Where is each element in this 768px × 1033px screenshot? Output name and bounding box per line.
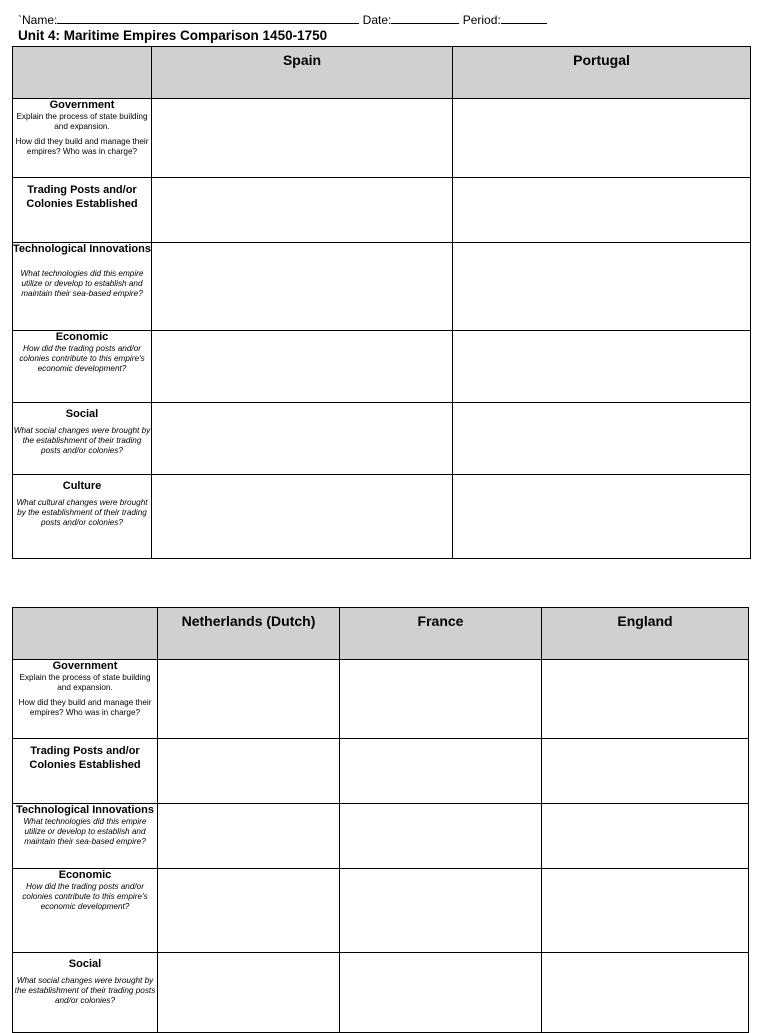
row-header-technological <box>13 804 158 869</box>
table-row <box>13 804 749 869</box>
cell-portugal-economic[interactable] <box>453 331 751 403</box>
row-header-economic <box>13 331 152 403</box>
cell-england-technological[interactable] <box>542 804 749 869</box>
cell-portugal-government[interactable] <box>453 99 751 178</box>
row-title: Trading Posts and/or Colonies Established <box>26 184 138 210</box>
table-header-row <box>13 608 749 660</box>
column-header-england: England <box>542 608 749 660</box>
name-label: `Name: <box>18 13 58 27</box>
name-blank[interactable] <box>57 11 359 24</box>
table-row <box>13 331 751 403</box>
cell-england-social[interactable] <box>542 953 749 1033</box>
cell-spain-trading-posts[interactable] <box>152 178 453 243</box>
row-header-culture <box>13 475 152 559</box>
row-header-economic <box>13 869 158 953</box>
row-description: What cultural changes were brought by the establishment of their trading posts and/or colonies? <box>16 497 148 527</box>
table-row <box>13 475 751 559</box>
row-description: What technologies did this empire utilize or develop to establish and maintain their sea-based empire? <box>20 268 144 298</box>
table-row <box>13 243 751 331</box>
row-description: Explain the process of state building and expansion. <box>16 111 148 131</box>
cell-france-government[interactable] <box>340 660 542 739</box>
row-title: Government <box>49 99 115 111</box>
table-row <box>13 953 749 1033</box>
date-label: Date: <box>359 13 392 27</box>
cell-netherlands-economic[interactable] <box>158 869 340 953</box>
row-title: Technological Innovations <box>16 804 154 816</box>
header-blank-cell <box>13 47 152 99</box>
row-description: What social changes were brought by the establishment of their trading posts and/or colonies? <box>14 975 156 1005</box>
row-title: Government <box>52 660 118 672</box>
cell-netherlands-social[interactable] <box>158 953 340 1033</box>
cell-spain-government[interactable] <box>152 99 453 178</box>
table-row <box>13 178 751 243</box>
row-description: How did they build and manage their empires? Who was in charge? <box>15 136 149 157</box>
date-blank[interactable] <box>391 11 459 24</box>
column-header-spain: Spain <box>152 47 453 99</box>
cell-england-trading-posts[interactable] <box>542 739 749 804</box>
row-header-technological <box>13 243 152 331</box>
table-row <box>13 660 749 739</box>
period-blank[interactable] <box>501 11 547 24</box>
cell-spain-technological[interactable] <box>152 243 453 331</box>
cell-spain-social[interactable] <box>152 403 453 475</box>
row-title: Trading Posts and/or Colonies Established <box>29 745 141 771</box>
column-header-france: France <box>340 608 542 660</box>
row-description: What technologies did this empire utilize or develop to establish and maintain their sea-based empire? <box>23 816 147 846</box>
table-row <box>13 739 749 804</box>
row-title: Culture <box>62 480 102 492</box>
column-header-netherlands: Netherlands (Dutch) <box>158 608 340 660</box>
cell-spain-economic[interactable] <box>152 331 453 403</box>
table-row <box>13 99 751 178</box>
header-blank-cell <box>13 608 158 660</box>
row-header-social <box>13 953 158 1033</box>
period-label: Period: <box>459 13 501 27</box>
row-title: Social <box>68 958 102 970</box>
table-row <box>13 403 751 475</box>
row-title: Economic <box>55 331 109 343</box>
row-header-government <box>13 660 158 739</box>
row-description: How did the trading posts and/or colonies contribute to this empire's economic development? <box>19 343 145 373</box>
row-description: Explain the process of state building and expansion. <box>19 672 151 692</box>
cell-netherlands-technological[interactable] <box>158 804 340 869</box>
table-row <box>13 869 749 953</box>
row-title: Economic <box>58 869 112 881</box>
cell-portugal-culture[interactable] <box>453 475 751 559</box>
page-title: Unit 4: Maritime Empires Comparison 1450-1750 <box>18 28 328 43</box>
cell-france-technological[interactable] <box>340 804 542 869</box>
column-header-portugal: Portugal <box>453 47 751 99</box>
row-description: How did the trading posts and/or colonies contribute to this empire's economic development? <box>22 881 148 911</box>
cell-spain-culture[interactable] <box>152 475 453 559</box>
cell-portugal-social[interactable] <box>453 403 751 475</box>
cell-france-economic[interactable] <box>340 869 542 953</box>
cell-portugal-technological[interactable] <box>453 243 751 331</box>
cell-england-government[interactable] <box>542 660 749 739</box>
row-header-social <box>13 403 152 475</box>
row-header-trading-posts <box>13 739 158 804</box>
cell-netherlands-government[interactable] <box>158 660 340 739</box>
row-title: Technological Innovations <box>13 243 151 255</box>
comparison-table-spain-portugal <box>12 46 751 559</box>
row-description: How did they build and manage their empires? Who was in charge? <box>18 697 152 718</box>
row-title: Social <box>65 408 99 420</box>
row-header-government <box>13 99 152 178</box>
row-description: What social changes were brought by the establishment of their trading posts and/or colonies? <box>13 425 151 455</box>
student-info-line <box>18 11 547 28</box>
cell-england-economic[interactable] <box>542 869 749 953</box>
row-header-trading-posts <box>13 178 152 243</box>
cell-france-trading-posts[interactable] <box>340 739 542 804</box>
cell-netherlands-trading-posts[interactable] <box>158 739 340 804</box>
table-header-row <box>13 47 751 99</box>
cell-france-social[interactable] <box>340 953 542 1033</box>
cell-portugal-trading-posts[interactable] <box>453 178 751 243</box>
comparison-table-netherlands-france-england <box>12 607 749 1033</box>
